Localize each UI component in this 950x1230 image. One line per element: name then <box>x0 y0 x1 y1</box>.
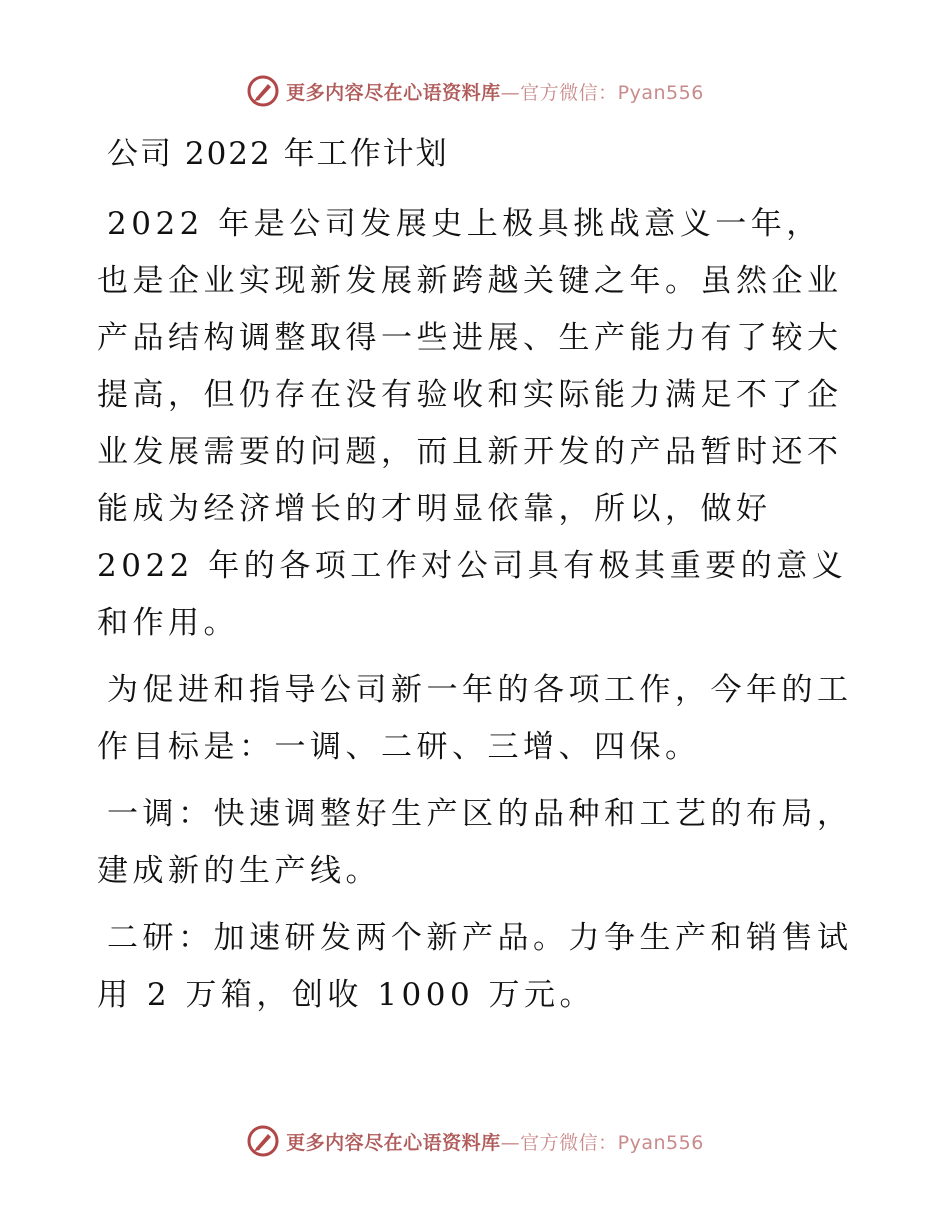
pen-circle-logo-icon <box>246 1124 280 1158</box>
footer-watermark <box>0 1121 950 1161</box>
paragraph-goals: 为促进和指导公司新一年的各项工作，今年的工作目标是：一调、二研、三增、四保。 <box>97 672 853 765</box>
document-body <box>97 120 857 1024</box>
pen-circle-logo-icon <box>246 74 280 108</box>
watermark-text: 更多内容尽在心语资料库—官方微信：Pyan556 <box>286 81 704 104</box>
document-title: 公司 2022 年工作计划 <box>107 136 449 172</box>
paragraph-intro: 2022 年是公司发展史上极具挑战意义一年，也是企业实现新发展新跨越关键之年。虽然企业产品结构调整取得一些进展、生产能力有了较大提高，但仍存在没有验收和实际能力满足不了企业发展需要的问题，而且新开发的产品暂时还不能成为经济增长的才明显依靠，所以，做好 2022 年的各项工作对公司具有极其重要的意义和作用。 <box>97 206 848 641</box>
watermark-text: 更多内容尽在心语资料库—官方微信：Pyan556 <box>286 1131 704 1154</box>
paragraph-research: 二研：加速研发两个新产品。力争生产和销售试用 2 万箱，创收 1000 万元。 <box>97 920 853 1013</box>
paragraph-adjust: 一调：快速调整好生产区的品种和工艺的布局，建成新的生产线。 <box>97 796 853 889</box>
header-watermark <box>0 71 950 111</box>
